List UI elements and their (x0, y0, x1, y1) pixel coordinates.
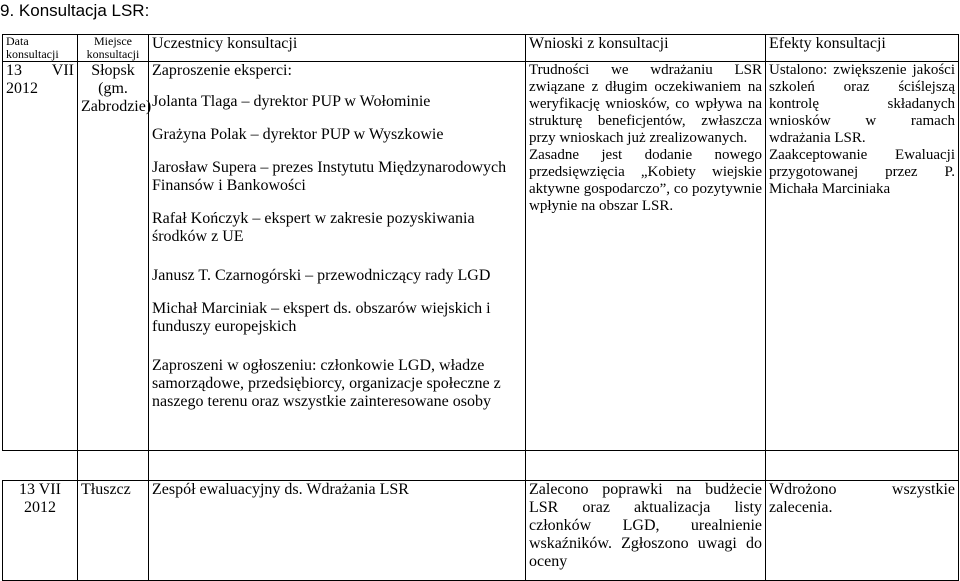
row2-effects: Wdrożono wszystkie zalecenia. (766, 481, 959, 581)
table-row (3, 62, 959, 451)
announcement-text: Zaproszeni w ogłoszeniu: członkowie LGD, władze samorządowe, przedsiębiorcy, organizacje społeczne z naszego terenu oraz wszystkie zainteresowane osoby (152, 357, 501, 410)
expert-item: Jolanta Tlaga – dyrektor PUP w Wołominie (152, 93, 431, 110)
header-place: Miejsce konsultacji (78, 35, 149, 62)
table-gap-row (3, 451, 959, 481)
header-conclusions: Wnioski z konsultacji (526, 35, 766, 62)
expert-item: Grażyna Polak – dyrektor PUP w Wyszkowie (152, 126, 444, 143)
table-row (3, 481, 959, 581)
section-heading: 9. Konsultacja LSR: (0, 1, 150, 20)
effect-item: Ustalono: zwiększenie jakości szkoleń oraz ściślejszą kontrolę składanych wniosków w ramach wdrażania LSR. (769, 62, 955, 146)
header-effects: Efekty konsultacji (766, 35, 959, 62)
row2-conclusions: Zalecono poprawki na budżecie LSR oraz aktualizacja listy członków LGD, urealnienie wskaźników. Zgłoszono uwagi do oceny (526, 481, 766, 581)
header-participants: Uczestnicy konsultacji (149, 35, 526, 62)
header-date: Data konsultacji (3, 35, 78, 62)
header-row (3, 35, 959, 62)
row1-conclusions (526, 62, 766, 451)
expert-item: Michał Marciniak – ekspert ds. obszarów wiejskich i funduszy europejskich (152, 300, 491, 335)
row2-participants: Zespół ewaluacyjny ds. Wdrażania LSR (149, 481, 526, 581)
consultation-table (2, 34, 959, 581)
conclusion-item: Zasadne jest dodanie nowego przedsięwzięcia „Kobiety wiejskie aktywne gospodarczo”, co pozytywnie wpłynie na obszar LSR. (529, 147, 762, 214)
expert-item: Jarosław Supera – prezes Instytutu Międzynarodowych Finansów i Bankowości (152, 159, 507, 194)
expert-item: Janusz T. Czarnogórski – przewodniczący rady LGD (152, 267, 491, 284)
invited-experts-label: Zaproszenie eksperci: (152, 62, 292, 79)
row2-date: 13 VII 2012 (3, 481, 78, 581)
row2-place: Tłuszcz (78, 481, 149, 581)
expert-item: Rafał Kończyk – ekspert w zakresie pozyskiwania środków z UE (152, 210, 475, 245)
row1-date: 13 VII 2012 (3, 62, 78, 451)
row1-place: Słopsk (gm. Zabrodzie) (78, 62, 149, 451)
row1-effects (766, 62, 959, 451)
effect-item: Zaakceptowanie Ewaluacji przygotowanej przez P. Michała Marciniaka (769, 147, 955, 197)
conclusion-item: Trudności we wdrażaniu LSR związane z długim oczekiwaniem na weryfikację wniosków, co wpływa na strukturę beneficjentów, zwłaszcza przy wnioskach już zrealizowanych. (529, 62, 762, 146)
row1-participants (149, 62, 526, 451)
